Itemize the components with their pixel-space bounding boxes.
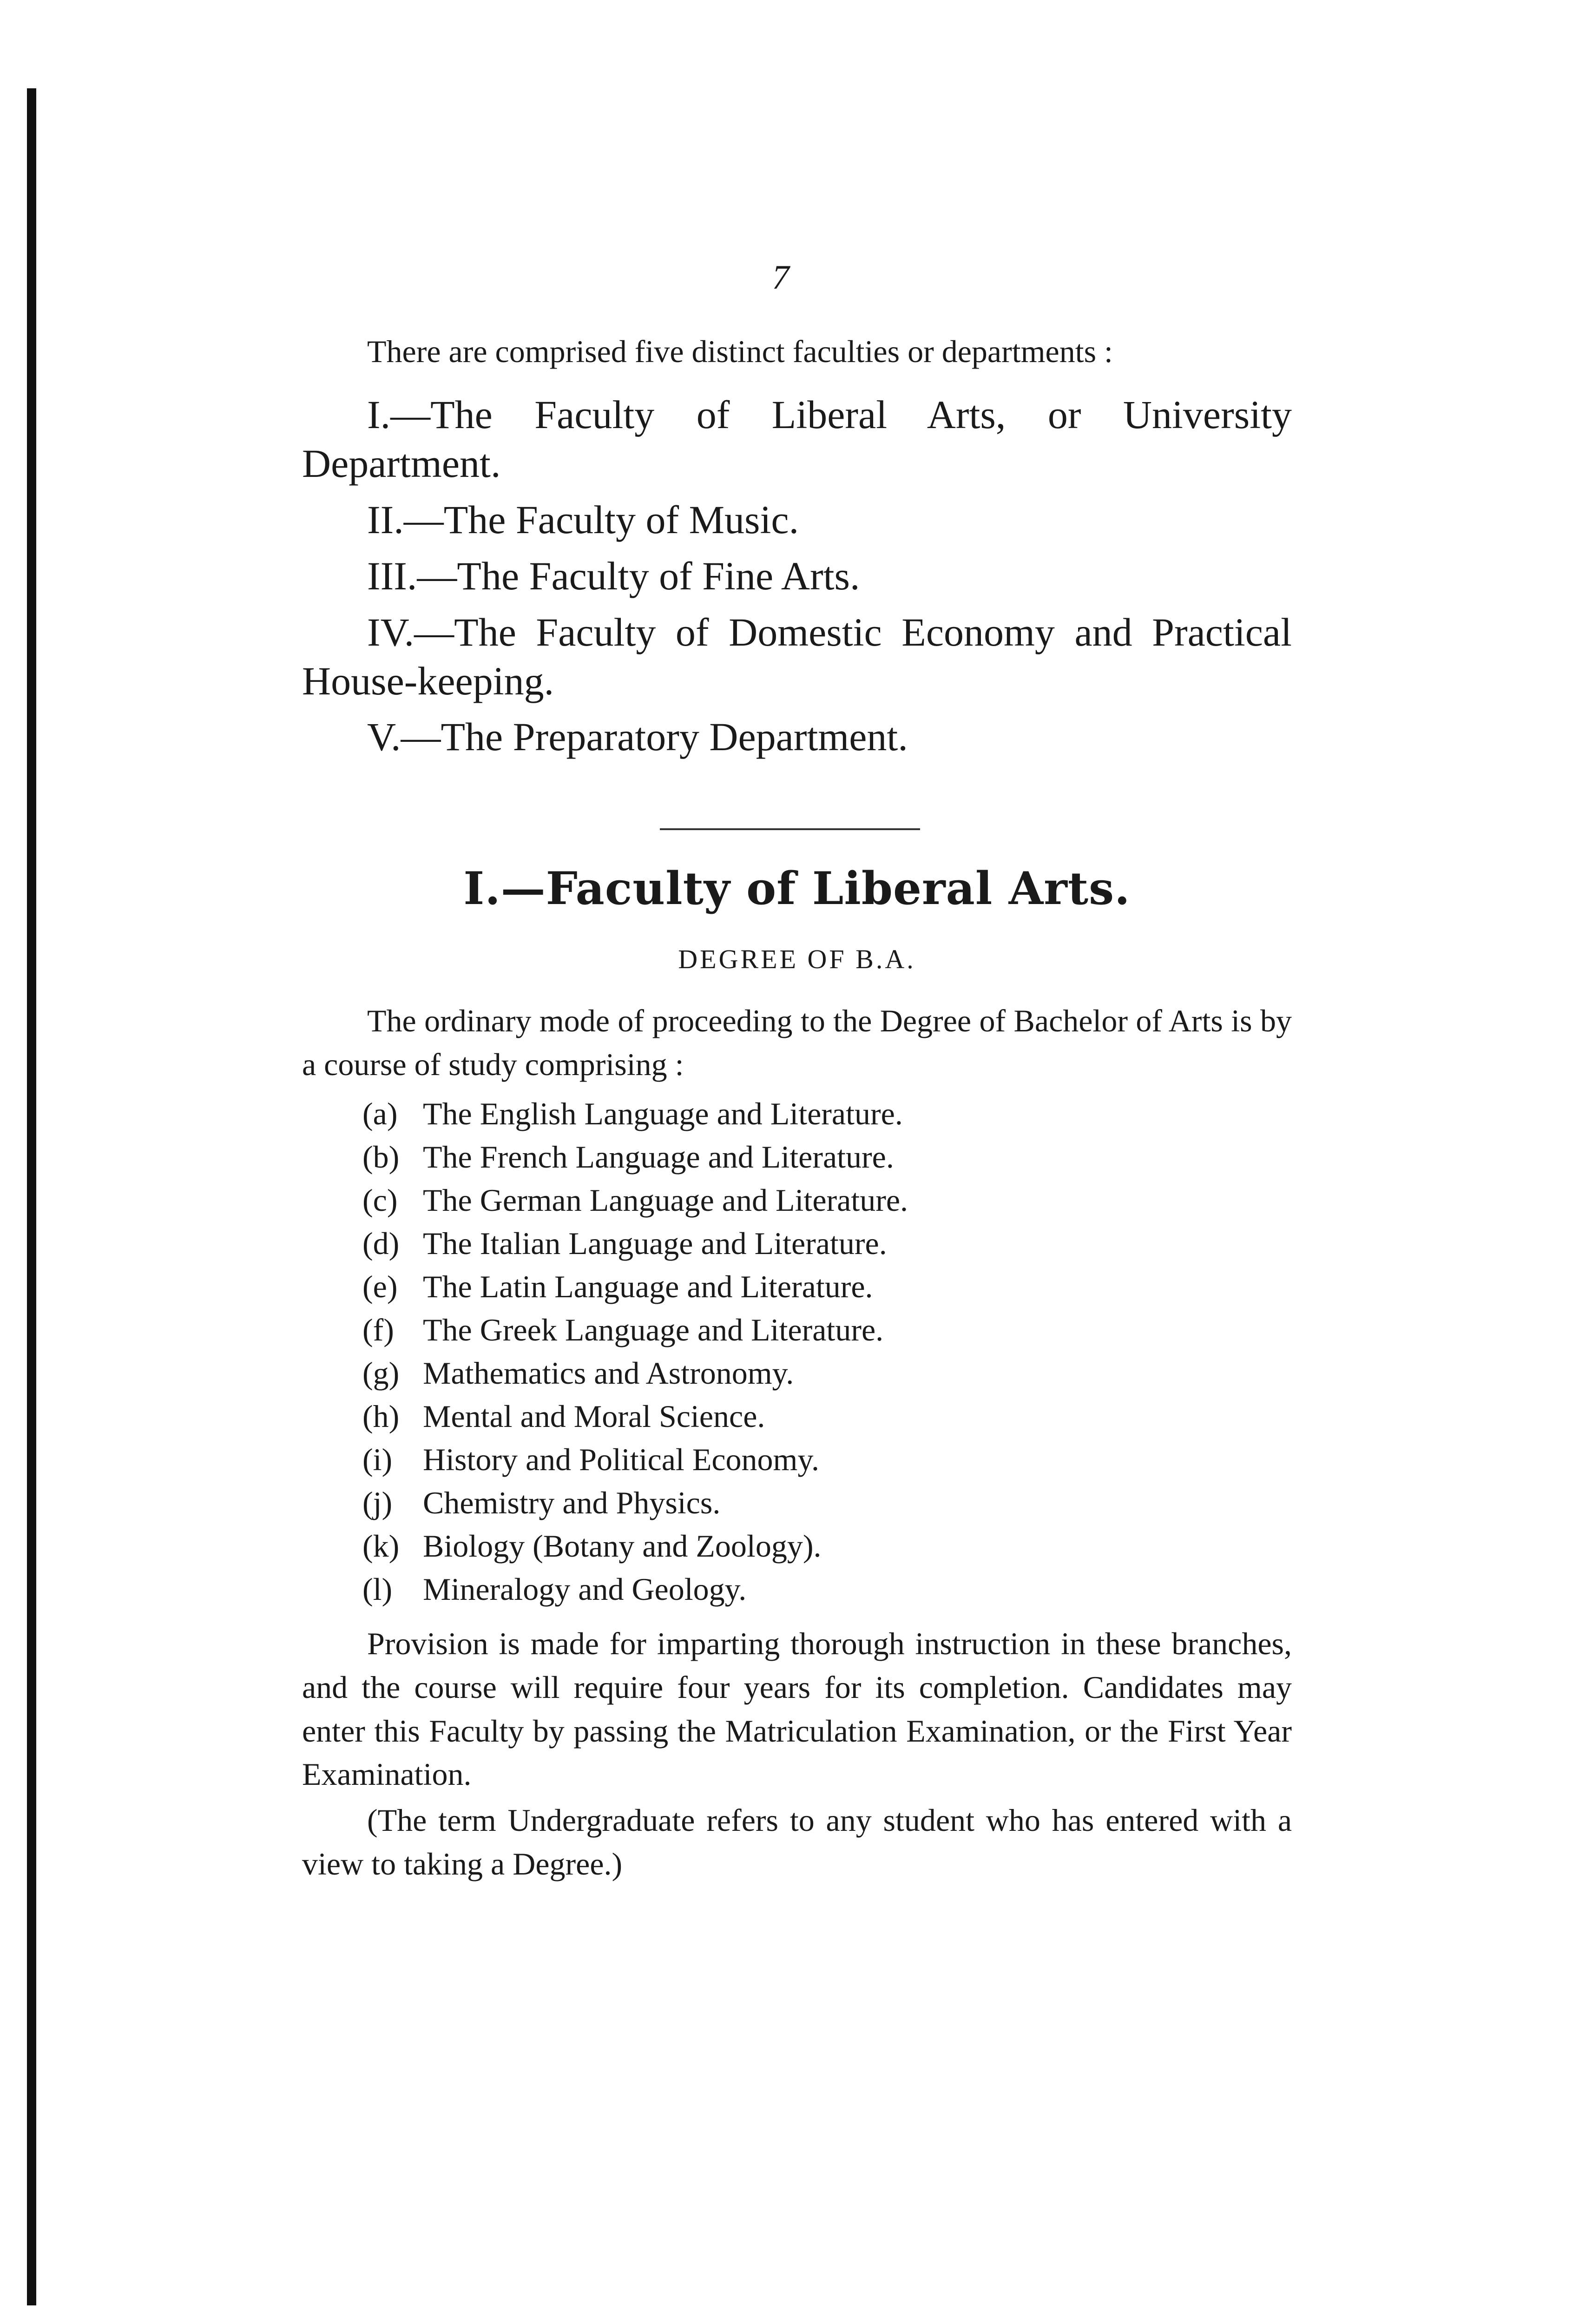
binding-edge-rule: [27, 88, 36, 2305]
subject-marker: (c): [362, 1182, 398, 1218]
provision-paragraph: Provision is made for imparting thorough instruction in these branches, and the course will require four years for its completion. Candidates may enter this Faculty by passing the Matriculation Examination, or the First Year Examination.: [302, 1626, 1292, 1792]
subject-text: The Italian Language and Literature.: [423, 1226, 887, 1261]
faculty-list: [302, 390, 1292, 769]
faculty-item: IV.—The Faculty of Domestic Economy and Practical House-keeping.: [302, 609, 1292, 703]
subject-list: [362, 1092, 1245, 1611]
subject-marker: (g): [362, 1355, 400, 1391]
subject-marker: (j): [362, 1485, 393, 1520]
subject-text: History and Political Economy.: [423, 1442, 820, 1477]
degree-heading: DEGREE OF B.A.: [678, 944, 916, 974]
subject-item: [362, 1481, 1245, 1525]
subject-item: [362, 1265, 1245, 1308]
subject-marker: (b): [362, 1139, 400, 1175]
subject-text: Chemistry and Physics.: [423, 1485, 721, 1520]
subject-item: [362, 1222, 1245, 1265]
intro-paragraph: There are comprised five distinct faculties or departments :: [367, 334, 1113, 369]
subject-text: The Greek Language and Literature.: [423, 1312, 884, 1347]
subject-item: [362, 1395, 1245, 1438]
subject-marker: (k): [362, 1528, 400, 1564]
section-divider: [660, 828, 920, 830]
subject-marker: (h): [362, 1399, 400, 1434]
faculty-item: II.—The Faculty of Music.: [367, 497, 799, 542]
subject-item: [362, 1136, 1245, 1179]
subject-text: The German Language and Literature.: [423, 1182, 908, 1218]
subject-marker: (i): [362, 1442, 393, 1477]
subject-marker: (a): [362, 1096, 398, 1131]
page-number: 7: [772, 258, 789, 297]
subject-marker: (d): [362, 1226, 400, 1261]
subject-item: [362, 1308, 1245, 1352]
section-heading: I.—Faculty of Liberal Arts.: [463, 862, 1131, 915]
subject-marker: (f): [362, 1312, 394, 1347]
subject-item: [362, 1438, 1245, 1481]
subject-item: [362, 1525, 1245, 1568]
faculty-item: III.—The Faculty of Fine Arts.: [367, 553, 860, 598]
subject-text: The English Language and Literature.: [423, 1096, 903, 1131]
subject-marker: (e): [362, 1269, 398, 1304]
term-note-paragraph: (The term Undergraduate refers to any student who has entered with a view to taking a Degree.): [302, 1802, 1292, 1882]
subject-item: [362, 1179, 1245, 1222]
ordinary-mode-paragraph: The ordinary mode of proceeding to the Degree of Bachelor of Arts is by a course of study comprising :: [302, 1003, 1292, 1082]
subject-text: The French Language and Literature.: [423, 1139, 894, 1175]
subject-item: [362, 1352, 1245, 1395]
faculty-item: I.—The Faculty of Liberal Arts, or University Department.: [302, 392, 1292, 486]
subject-item: [362, 1568, 1245, 1611]
subject-text: The Latin Language and Literature.: [423, 1269, 873, 1304]
subject-item: [362, 1092, 1245, 1136]
subject-text: Biology (Botany and Zoology).: [423, 1528, 822, 1564]
subject-marker: (l): [362, 1571, 393, 1607]
subject-text: Mineralogy and Geology.: [423, 1571, 747, 1607]
subject-text: Mental and Moral Science.: [423, 1399, 765, 1434]
faculty-item: V.—The Preparatory Department.: [367, 714, 908, 759]
subject-text: Mathematics and Astronomy.: [423, 1355, 794, 1391]
